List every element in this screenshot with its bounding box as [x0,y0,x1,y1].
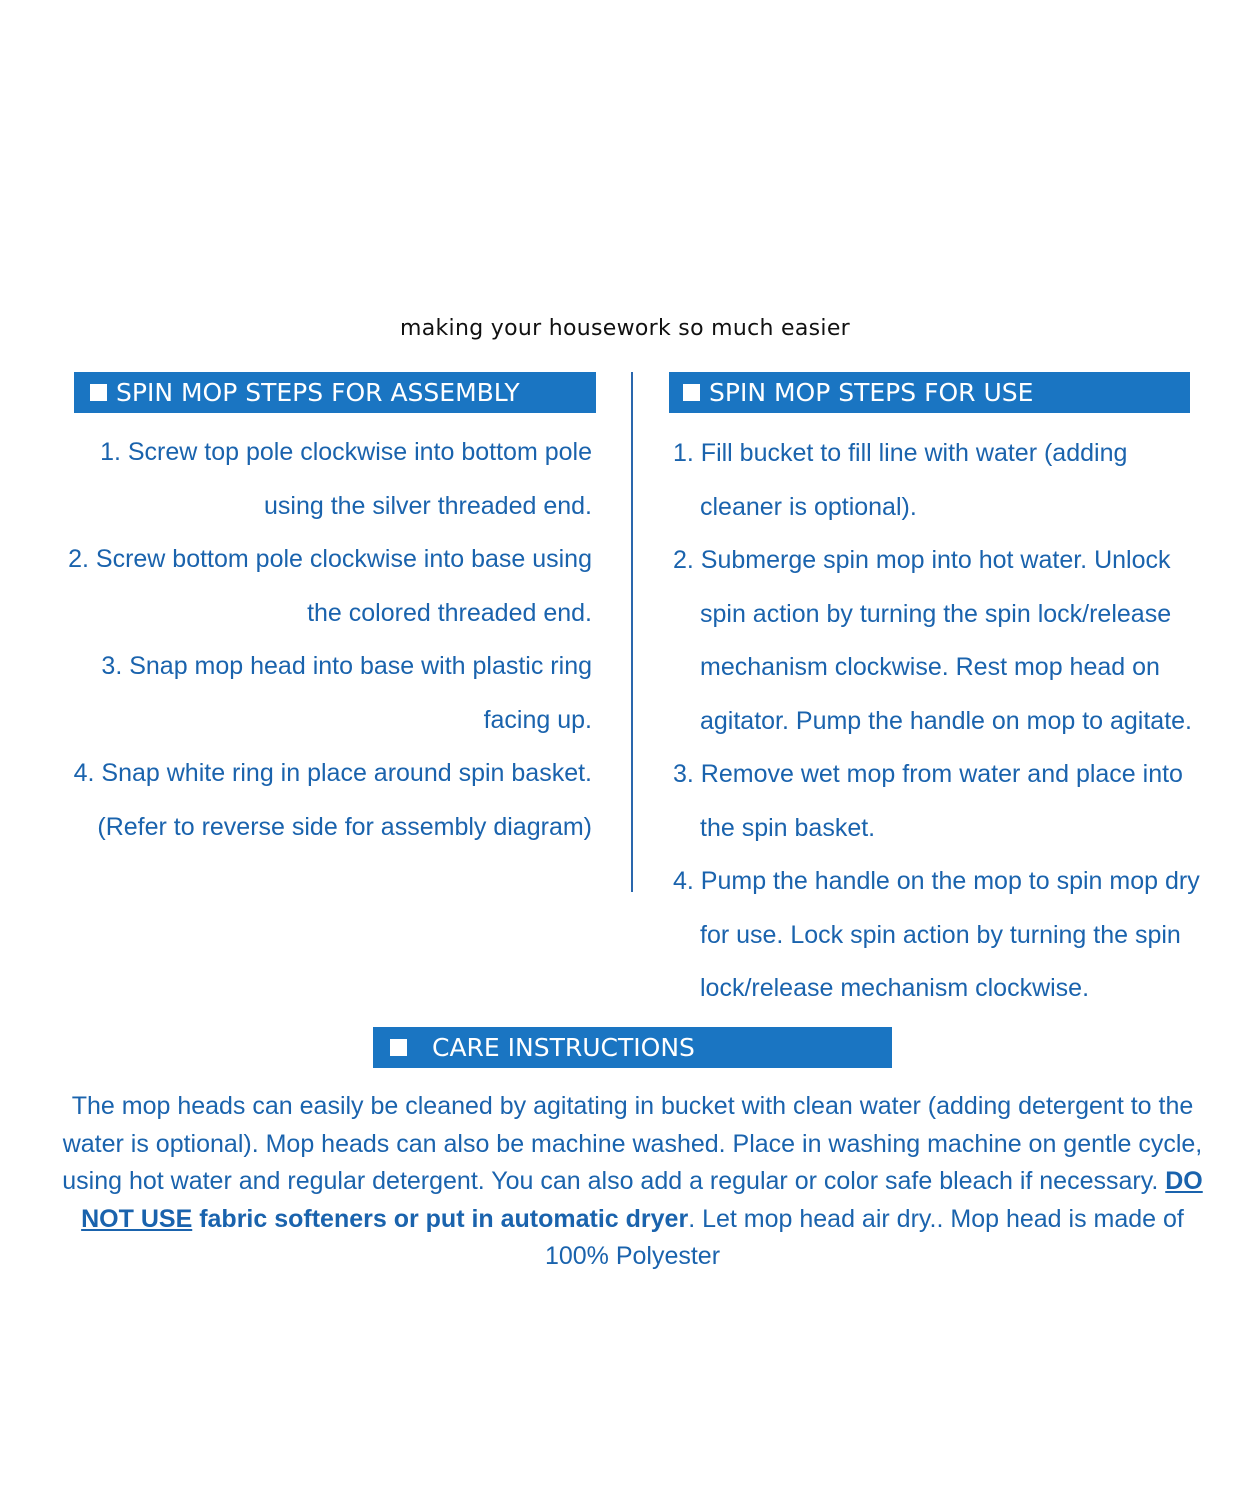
care-text-part-3: . Let mop head air dry.. Mop head is made of 100% Polyester [544,1204,1184,1270]
assembly-section-header [74,372,596,413]
care-text-part-1: The mop heads can easily be cleaned by agitating in bucket with clean water (adding detergent to the water is optional). Mop heads can also be machine washed. Place in washing machine on gentle cycle, using hot water and regular detergent. You can also add a regular or color safe bleach if necessary. [62,1092,1203,1195]
care-section-header [373,1027,892,1068]
assembly-steps-list [56,426,592,854]
care-instructions-text [60,1088,1205,1276]
assembly-step-2: 2. Screw bottom pole clockwise into base using the colored threaded end. [68,545,592,627]
use-section-header [669,372,1190,413]
tagline: making your housework so much easier [400,316,850,341]
assembly-heading: SPIN MOP STEPS FOR ASSEMBLY [116,378,520,407]
use-step-4: 4. Pump the handle on the mop to spin mop dry for use. Lock spin action by turning the spin lock/release mechanism clockwise. [673,867,1200,1002]
square-bullet-icon [683,384,700,401]
column-divider [631,372,633,892]
use-steps-list [673,427,1213,1016]
use-step-3: 3. Remove wet mop from water and place into the spin basket. [673,760,1183,842]
square-bullet-icon [90,384,107,401]
use-step-2: 2. Submerge spin mop into hot water. Unlock spin action by turning the spin lock/release mechanism clockwise. Rest mop head on agitator. Pump the handle on mop to agitate. [673,546,1193,735]
assembly-step-1: 1. Screw top pole clockwise into bottom pole using the silver threaded end. [100,438,592,520]
assembly-step-4: 4. Snap white ring in place around spin basket. (Refer to reverse side for assembly diagram) [73,759,592,841]
care-heading: CARE INSTRUCTIONS [432,1033,695,1062]
care-warning: DO NOT USE [81,1167,1203,1233]
assembly-step-3: 3. Snap mop head into base with plastic ring facing up. [101,652,592,734]
use-step-1: 1. Fill bucket to fill line with water (adding cleaner is optional). [673,439,1128,521]
square-bullet-icon [390,1039,407,1056]
use-heading: SPIN MOP STEPS FOR USE [709,378,1034,407]
care-text-part-2: fabric softeners or put in automatic dryer [199,1204,689,1233]
